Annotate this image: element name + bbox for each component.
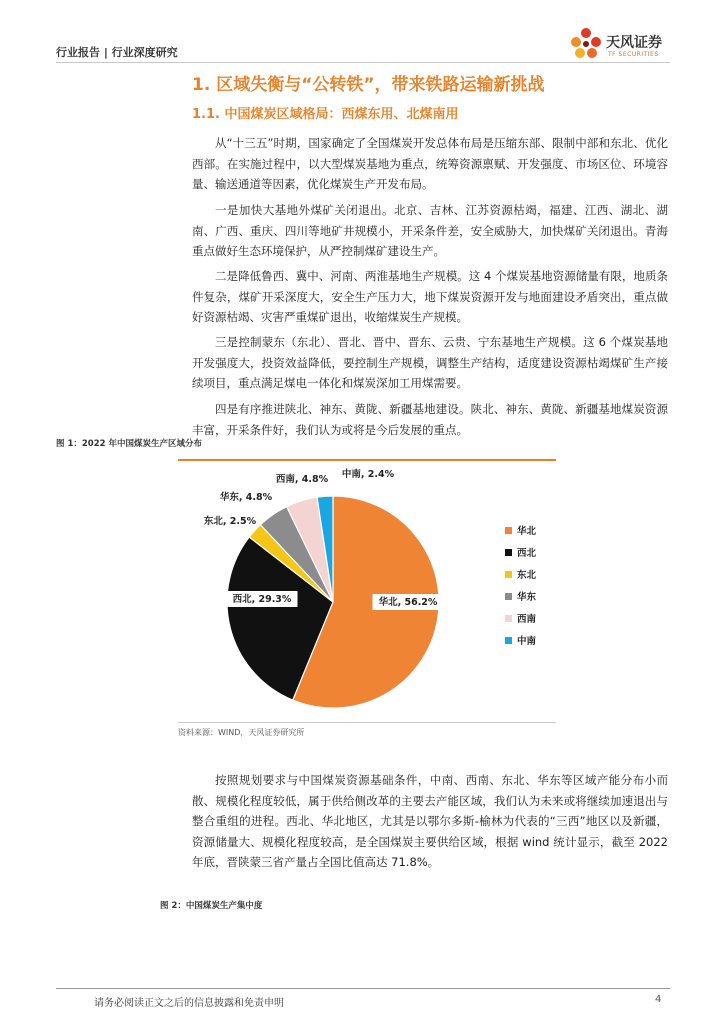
body-paragraph-3: 二是降低鲁西、冀中、河南、两淮基地生产规模。这 4 个煤炭基地资源储量有限，地质条件复杂，煤矿开采深度大，安全生产压力大，地下煤炭资源开发与地面建设矛盾突出，重点做好资源枯竭、灾害严重煤矿退出，收缩煤炭生产规模。 [192, 269, 668, 324]
data-label-西北: 西北, 29.3% [232, 594, 292, 605]
legend-swatch [505, 637, 512, 644]
subsection-heading: 1.1. 中国煤炭区域格局：西煤东用、北煤南用 [192, 107, 459, 122]
legend-swatch [505, 549, 512, 556]
legend-item-中南 [505, 634, 575, 656]
data-label-华北: 华北, 56.2% [378, 597, 438, 608]
legend-label: 华北 [517, 526, 537, 537]
body-paragraph-4: 三是控制蒙东（东北）、晋北、晋中、晋东、云贵、宁东基地生产规模。这 6 个煤炭基地开发强度大，投资效益降低，要控制生产规模，调整生产结构，适度建设资源枯竭煤矿生产接续项目，重点满足煤电一体化和煤炭深加工用煤需要。 [192, 335, 668, 390]
legend-label: 西南 [517, 614, 537, 625]
body-paragraph-5: 四是有序推进陕北、神东、黄陇、新疆基地建设。陕北、神东、黄陇、新疆基地煤炭资源丰富，开采条件好，我们认为或将是今后发展的重点。 [192, 402, 668, 437]
body-paragraph-2: 一是加快大基地外煤矿关闭退出。北京、吉林、江苏资源枯竭，福建、江西、湖北、湖南、广西、重庆、四川等地矿井规模小，开采条件差，安全威胁大，加快煤矿关闭退出。青海重点做好生态环境保护，从严控制煤矿建设生产。 [192, 203, 668, 258]
legend-item-西南 [505, 612, 575, 634]
footer-disclaimer: 请务必阅读正文之后的信息披露和免责申明 [94, 998, 284, 1009]
logo-subtitle: TF SECURITIES [608, 51, 659, 58]
data-label-中南: 中南, 2.4% [341, 469, 395, 480]
legend-item-东北 [505, 568, 575, 590]
legend-item-华北 [505, 524, 575, 546]
header-divider [56, 62, 670, 63]
data-label-华东: 华东, 4.8% [219, 492, 273, 503]
legend-label: 中南 [517, 636, 537, 647]
legend-swatch [505, 527, 512, 534]
logo-flower-icon [568, 26, 604, 62]
legend-swatch [505, 571, 512, 578]
legend-swatch [505, 593, 512, 600]
section-heading: 1. 区域失衡与“公转铁”，带来铁路运输新挑战 [192, 75, 545, 95]
pie-chart [178, 462, 498, 720]
chart-legend [505, 524, 575, 656]
figure1-top-rule [178, 459, 556, 461]
legend-swatch [505, 615, 512, 622]
figure1-source: 资料来源：WIND，天风证券研究所 [178, 728, 305, 737]
legend-item-西北 [505, 546, 575, 568]
footer-divider [56, 988, 670, 989]
legend-label: 华东 [517, 592, 537, 603]
figure1-title: 图 1：2022 年中国煤炭生产区域分布 [56, 439, 202, 449]
legend-label: 西北 [517, 548, 537, 559]
company-logo [568, 24, 678, 64]
data-label-东北: 东北, 2.5% [203, 516, 257, 527]
logo-name: 天风证券 [606, 35, 662, 51]
legend-item-华东 [505, 590, 575, 612]
body-paragraph-6: 按照规划要求与中国煤炭资源基础条件，中南、西南、东北、华东等区域产能分布小而散、规模化程度较低，属于供给侧改革的主要去产能区域，我们认为未来或将继续加速退出与整合重组的进程。西北、华北地区，尤其是以鄂尔多斯-榆林为代表的“三西”地区以及新疆，资源储量大、规模化程度较高，是全国煤炭主要供给区域，根据 wind 统计显示，截至 2022 年底，晋陕蒙三省产量占全国比值高达 71.8%。 [192, 773, 668, 869]
legend-label: 东北 [517, 570, 537, 581]
figure1-bottom-rule [178, 722, 556, 723]
report-category: 行业报告 | 行业深度研究 [56, 46, 178, 59]
data-label-西南: 西南, 4.8% [275, 474, 329, 485]
body-paragraph-1: 从“十三五”时期，国家确定了全国煤炭开发总体布局是压缩东部、限制中部和东北、优化西部。在实施过程中，以大型煤炭基地为重点，统筹资源禀赋、开发强度、市场区位、环境容量、输送通道等因素，优化煤炭生产开发布局。 [192, 136, 668, 191]
figure2-title: 图 2：中国煤炭生产集中度 [160, 901, 263, 911]
page-number: 4 [655, 994, 662, 1005]
